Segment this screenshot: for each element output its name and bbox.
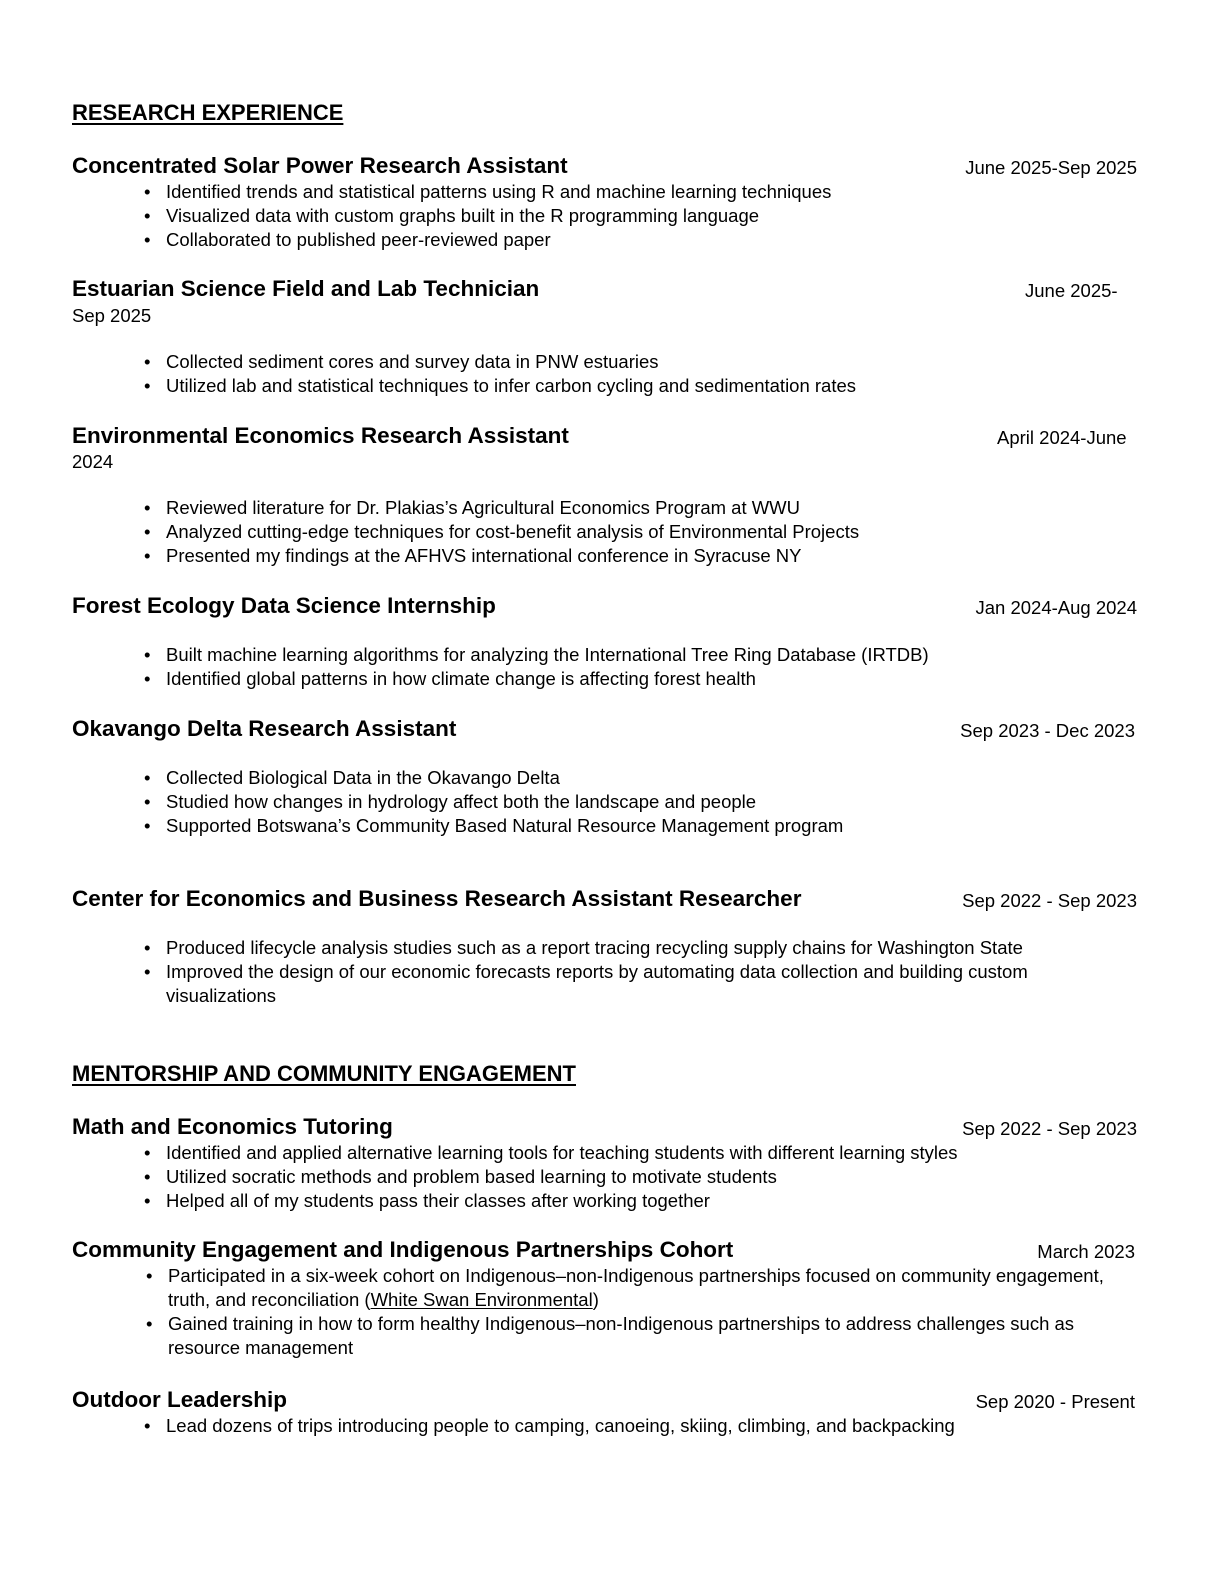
bullet-item: • Identified global patterns in how climate change is affecting forest health xyxy=(142,667,1142,691)
job-date: June 2025-Sep 2025 xyxy=(965,157,1137,178)
job-date: March 2023 xyxy=(1037,1241,1135,1262)
bullet-item: • Lead dozens of trips introducing people to camping, canoeing, skiing, climbing, and backpacking xyxy=(142,1414,1142,1438)
job-date: Sep 2022 - Sep 2023 xyxy=(962,890,1137,911)
job-title: Outdoor Leadership xyxy=(72,1387,288,1412)
bullet-item: • Collected Biological Data in the Okavango Delta xyxy=(142,766,1142,790)
job-date: Sep 2020 - Present xyxy=(975,1391,1135,1412)
job-title: Environmental Economics Research Assistant xyxy=(72,423,569,448)
bullet-item: • Analyzed cutting-edge techniques for cost-benefit analysis of Environmental Projects xyxy=(142,520,1142,544)
job-title: Concentrated Solar Power Research Assistant xyxy=(72,153,568,178)
bullet-item: • Produced lifecycle analysis studies such as a report tracing recycling supply chains for Washington State xyxy=(142,936,1102,960)
bullet-item: • Presented my findings at the AFHVS international conference in Syracuse NY xyxy=(142,544,1142,568)
bullet-list xyxy=(142,936,1102,1008)
bullet-item: • Reviewed literature for Dr. Plakias’s Agricultural Economics Program at WWU xyxy=(142,496,1142,520)
job-date: June 2025- xyxy=(1025,280,1118,301)
job-date-continued: Sep 2025 xyxy=(72,305,152,326)
bullet-list xyxy=(142,350,1142,398)
job-date: Sep 2022 - Sep 2023 xyxy=(962,1118,1137,1139)
bullet-list xyxy=(142,180,1142,252)
bullet-item: • Collaborated to published peer-reviewed paper xyxy=(142,228,1142,252)
job-title: Community Engagement and Indigenous Partnerships Cohort xyxy=(72,1237,734,1262)
white-swan-environmental-link[interactable]: White Swan Environmental xyxy=(370,1289,593,1310)
bullet-list xyxy=(142,1414,1142,1438)
bullet-list xyxy=(142,643,1142,691)
bullet-item: • Utilized socratic methods and problem based learning to motivate students xyxy=(142,1165,1142,1189)
bullet-item: • Collected sediment cores and survey data in PNW estuaries xyxy=(142,350,1142,374)
bullet-list xyxy=(142,496,1142,568)
bullet-list xyxy=(142,1141,1142,1213)
bullet-item: • Supported Botswana’s Community Based Natural Resource Management program xyxy=(142,814,1142,838)
job-title: Center for Economics and Business Research Assistant Researcher xyxy=(72,886,802,911)
bullet-item: • Built machine learning algorithms for analyzing the International Tree Ring Database (IRTDB) xyxy=(142,643,1142,667)
bullet-item: • Improved the design of our economic forecasts reports by automating data collection and building custom visualizations xyxy=(142,960,1102,1008)
bullet-item: • Gained training in how to form healthy Indigenous–non-Indigenous partnerships to address challenges such as resource management xyxy=(144,1312,1144,1360)
job-title: Math and Economics Tutoring xyxy=(72,1114,393,1139)
bullet-item: • Visualized data with custom graphs built in the R programming language xyxy=(142,204,1142,228)
job-title: Forest Ecology Data Science Internship xyxy=(72,593,496,618)
bullet-list xyxy=(144,1264,1144,1360)
job-date: Sep 2023 - Dec 2023 xyxy=(960,720,1135,741)
bullet-item: • Utilized lab and statistical techniques to infer carbon cycling and sedimentation rates xyxy=(142,374,1142,398)
job-title: Estuarian Science Field and Lab Technician xyxy=(72,276,540,301)
bullet-item: • Identified and applied alternative learning tools for teaching students with different learning styles xyxy=(142,1141,1142,1165)
section-heading-mentorship: MENTORSHIP AND COMMUNITY ENGAGEMENT xyxy=(72,1061,576,1086)
job-date: April 2024-June xyxy=(997,427,1127,448)
bullet-list xyxy=(142,766,1142,838)
bullet-item: • Participated in a six-week cohort on Indigenous–non-Indigenous partnerships focused on community engagement, truth, and reconciliation (White Swan Environmental) xyxy=(144,1264,1144,1312)
job-title: Okavango Delta Research Assistant xyxy=(72,716,457,741)
section-heading-research-experience: RESEARCH EXPERIENCE xyxy=(72,100,344,125)
job-date-continued: 2024 xyxy=(72,451,114,472)
job-date: Jan 2024-Aug 2024 xyxy=(975,597,1137,618)
bullet-item: • Helped all of my students pass their classes after working together xyxy=(142,1189,1142,1213)
bullet-item: • Studied how changes in hydrology affect both the landscape and people xyxy=(142,790,1142,814)
bullet-item: • Identified trends and statistical patterns using R and machine learning techniques xyxy=(142,180,1142,204)
